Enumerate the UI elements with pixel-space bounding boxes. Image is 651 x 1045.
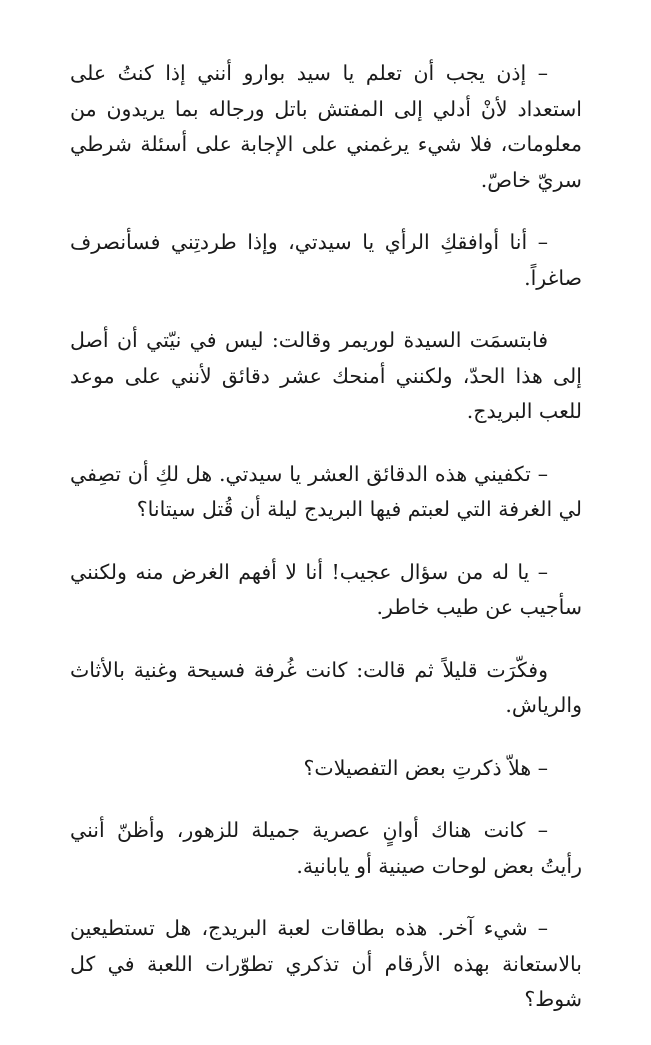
- paragraph: – كانت هناك أوانٍ عصرية جميلة للزهور، وأظنّ أنني رأيتُ بعض لوحات صينية أو يابانية.: [70, 818, 582, 878]
- paragraph: – إذن يجب أن تعلم يا سيد بوارو أنني إذا كنتُ على استعداد لأنْ أدلي إلى المفتش باتل ورجاله بما يريدون من معلومات، فلا شيء يرغمني على الإجابة على أسئلة شرطي سريّ خاصّ.: [70, 61, 582, 192]
- paragraph: – يا له من سؤال عجيب! أنا لا أفهم الغرض منه ولكنني سأجيب عن طيب خاطر.: [70, 559, 582, 619]
- paragraph: – هلاّ ذكرتِ بعض التفصيلات؟: [303, 755, 548, 780]
- paragraph: – أنا أوافقكِ الرأي يا سيدتي، وإذا طردتِني فسأنصرف صاغراً.: [70, 230, 582, 290]
- paragraph: – تكفيني هذه الدقائق العشر يا سيدتي. هل لكِ أن تصِفي لي الغرفة التي لعبتم فيها البريدج ليلة أن قُتل سيتانا؟: [70, 461, 582, 521]
- paragraph: – شيء آخر. هذه بطاقات لعبة البريدج، هل تستطيعين بالاستعانة بهذه الأرقام أن تذكري تطوّرات اللعبة في كل شوط؟: [70, 916, 582, 1011]
- book-page: [70, 56, 582, 1045]
- paragraph: وفكّرَت قليلاً ثم قالت: كانت غُرفة فسيحة وغنية بالأثاث والرياش.: [70, 657, 582, 717]
- paragraph: فابتسمَت السيدة لوريمر وقالت: ليس في نيّتي أن أصل إلى هذا الحدّ، ولكنني أمنحك عشر دقائق لأنني على موعد للعب البريدج.: [70, 328, 582, 423]
